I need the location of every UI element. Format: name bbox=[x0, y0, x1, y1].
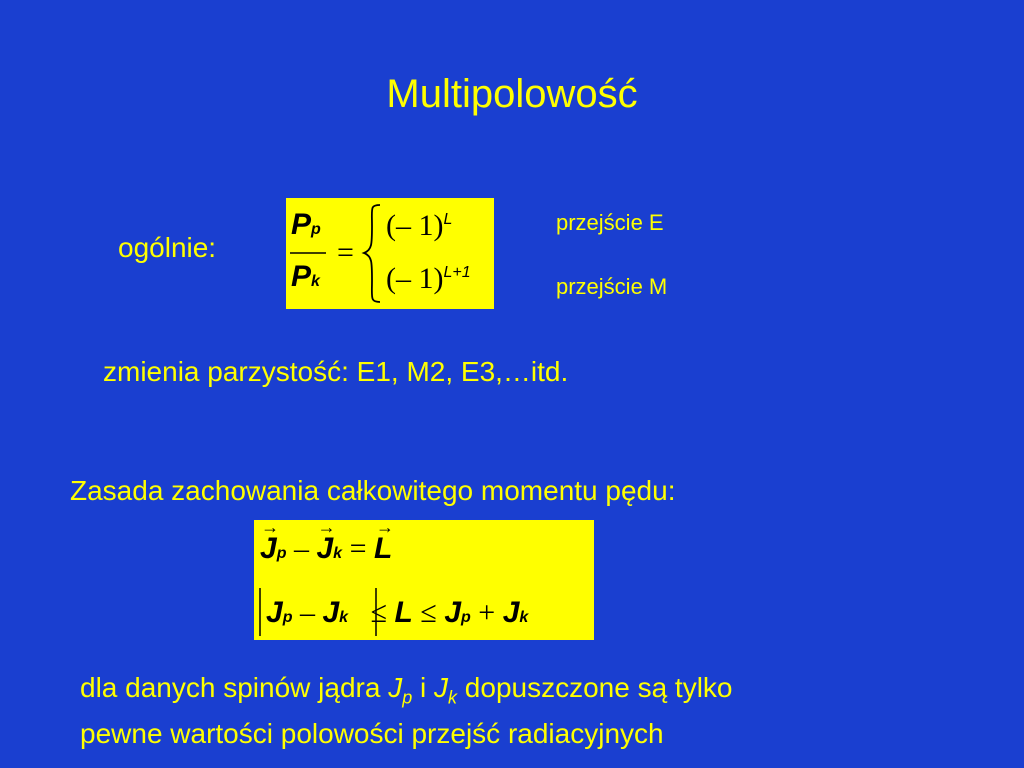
general-label: ogólnie: bbox=[118, 232, 217, 263]
description-line-2: pewne wartości polowości przejść radiacyjnych bbox=[80, 717, 664, 749]
slide-title: Multipolowość bbox=[386, 72, 638, 116]
momentum-inequality: Jp – Jk ≤ L ≤ Jp + Jk bbox=[266, 596, 529, 629]
parity-formula-box bbox=[286, 198, 494, 309]
parity-change-text: zmienia parzystość: E1, M2, E3,…itd. bbox=[103, 356, 569, 387]
equals-sign: = bbox=[337, 236, 354, 269]
parity-case-e: (– 1)$^L$ bbox=[386, 209, 453, 242]
parity-case-m: (– 1)$^{L+1}$ bbox=[386, 262, 471, 295]
fraction-denominator: Pk bbox=[291, 260, 320, 293]
description-line-1: dla danych spinów jądra $J_p$ i $J_k$ dopuszczone są tylko bbox=[80, 672, 733, 708]
fraction-numerator: Pp bbox=[291, 208, 321, 241]
transition-m-label: przejście M bbox=[556, 274, 668, 299]
conservation-rule-text: Zasada zachowania całkowitego momentu pędu: bbox=[70, 475, 676, 506]
transition-e-label: przejście E bbox=[556, 210, 664, 235]
description-text bbox=[80, 670, 733, 752]
momentum-equation: → Jp – → Jk = → L bbox=[260, 534, 392, 564]
momentum-formula-box bbox=[254, 520, 594, 640]
